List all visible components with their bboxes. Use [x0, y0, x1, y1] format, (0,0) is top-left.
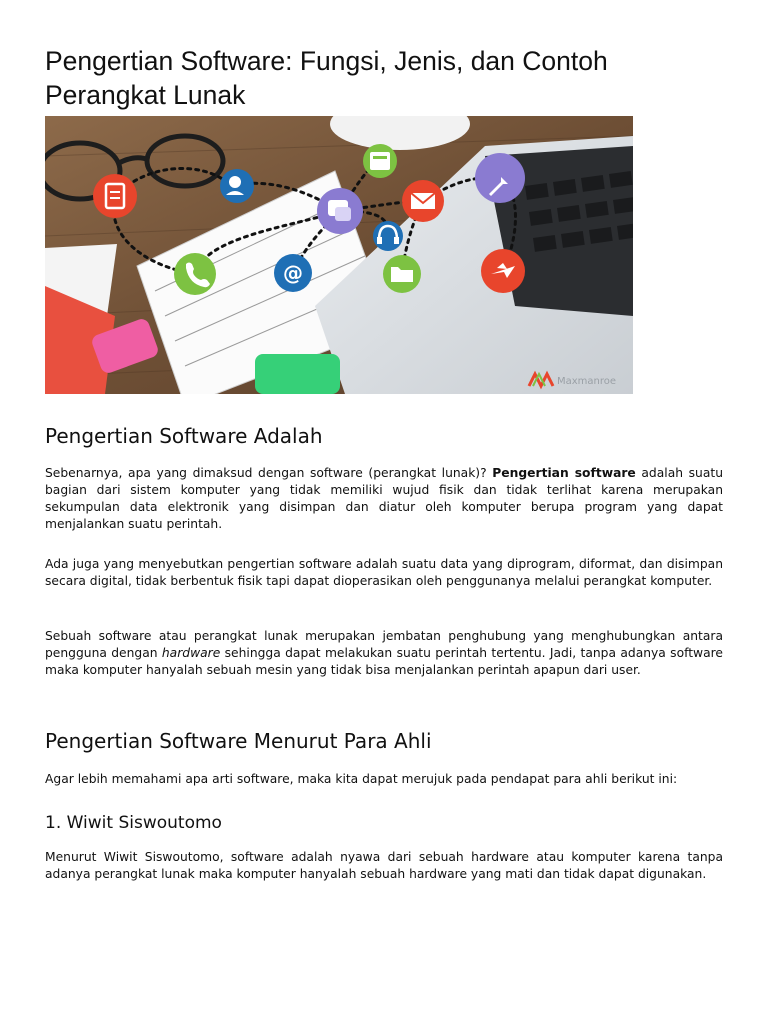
section2-heading: Pengertian Software Menurut Para Ahli: [45, 729, 432, 753]
at-icon: [274, 254, 312, 292]
section2-intro: Agar lebih memahami apa arti software, maka kita dapat merujuk pada pendapat para ahli berikut ini:: [45, 772, 678, 786]
folder-icon: [383, 255, 421, 293]
headset-icon: [373, 221, 403, 251]
register-icon: [363, 144, 397, 178]
expert1-text: Menurut Wiwit Siswoutomo, software adalah nyawa dari sebuah hardware atau komputer karena tanpa adanya perangkat lunak maka komputer hanyalah sebuah hardware yang mati dan tidak dapat digunakan.: [45, 850, 723, 881]
chat-icon: [317, 188, 363, 234]
hero-image: [45, 116, 633, 394]
section1-heading: Pengertian Software Adalah: [45, 424, 323, 448]
section1-paragraph-1: [45, 465, 723, 533]
section1-paragraph-3: [45, 628, 723, 679]
section1-paragraph-2: Ada juga yang menyebutkan pengertian software adalah suatu data yang diprogram, diformat, dan disimpan secara digital, tidak berbentuk fisik tapi dapat dioperasikan oleh penggunanya melalui perangkat komputer.: [45, 557, 723, 588]
section1-p3-text-a: Sebuah software atau perangkat lunak merupakan jembatan penghubung yang menghubungkan antara pengguna dengan: [45, 629, 723, 660]
expert1-heading: 1. Wiwit Siswoutomo: [45, 813, 222, 833]
notebook-icon: [93, 174, 137, 218]
section1-p3-italic: hardware: [161, 646, 221, 660]
user-search-icon: [220, 169, 254, 203]
section1-p1-text-a: Sebenarnya, apa yang dimaksud dengan software (perangkat lunak)?: [45, 466, 493, 480]
phone-icon: [174, 253, 216, 295]
svg-text:@: @: [283, 261, 303, 285]
plane-icon: [481, 249, 525, 293]
pin-icon: [475, 153, 525, 203]
mail-icon: [402, 180, 444, 222]
section1-p1-text-b: adalah suatu bagian dari sistem komputer yang tidak memiliki wujud fisik dan tidak terlihat karena merupakan sekumpulan data elektronik yang disimpan dan diatur oleh komputer berupa program yang dapat menjalankan suatu perintah.: [45, 466, 723, 531]
section1-p3-text-b: sehingga dapat melakukan suatu perintah tertentu. Jadi, tanpa adanya software maka komputer hanyalah sebuah mesin yang tidak bisa menjalankan perintah apapun dari user.: [45, 646, 723, 677]
section1-p1-bold: Pengertian software: [492, 466, 636, 480]
watermark-text: Maxmanroe: [557, 376, 617, 387]
article-title: Pengertian Software: Fungsi, Jenis, dan Contoh Perangkat Lunak: [45, 46, 608, 110]
